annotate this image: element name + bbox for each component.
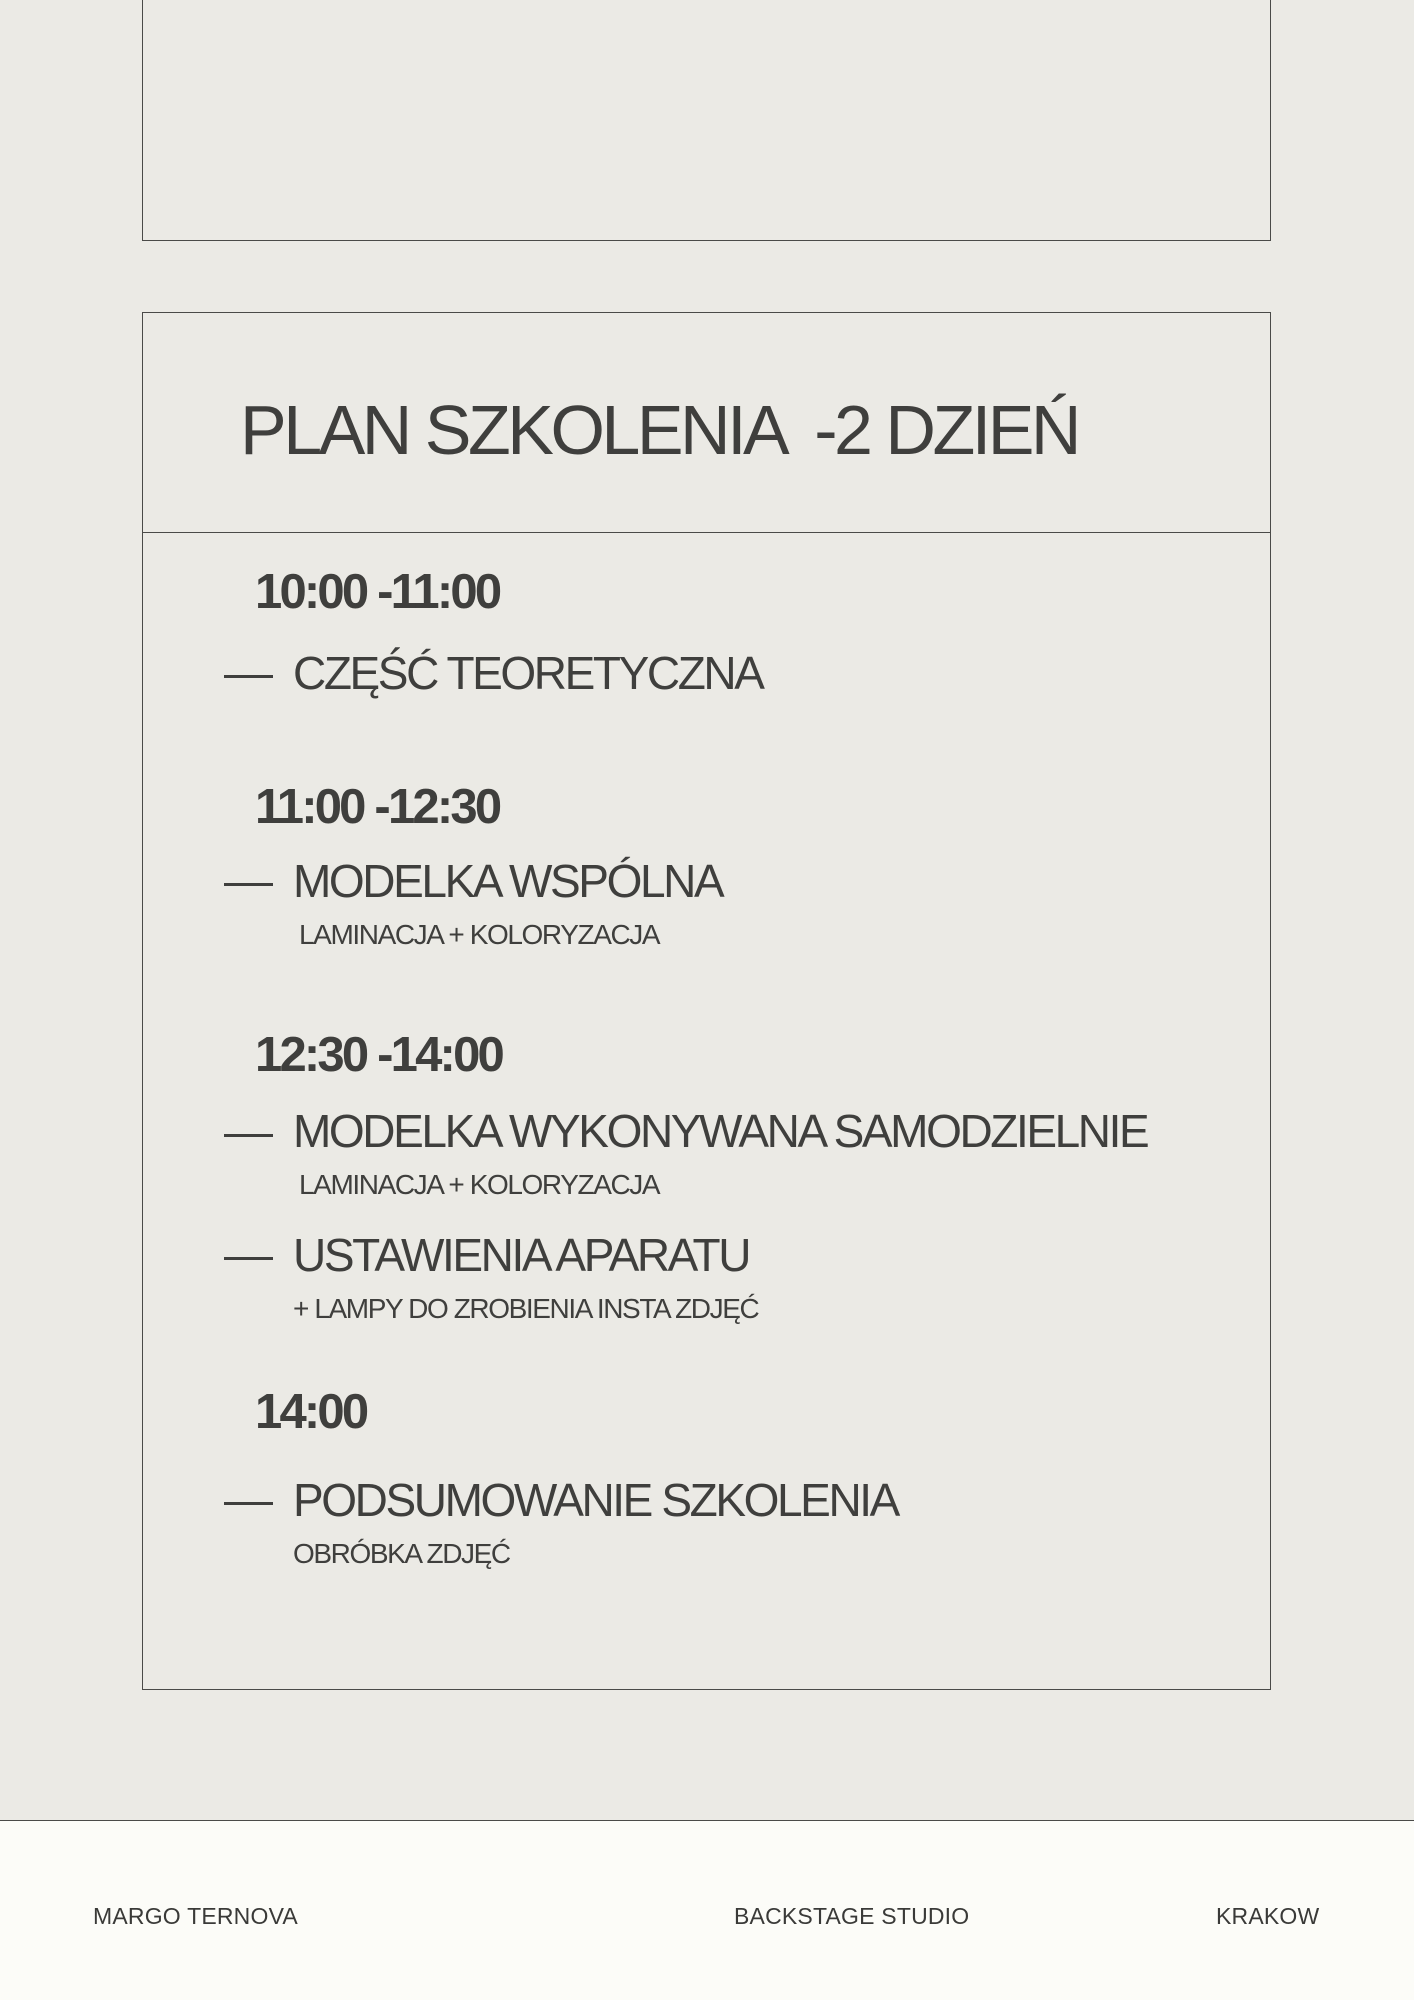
dash-icon [224,1257,273,1260]
schedule-card [142,312,1271,1690]
footer-city: KRAKOW [1216,1903,1320,1929]
schedule-item-sub: OBRÓBKA ZDJĘĆ [293,1538,510,1569]
top-frame [142,0,1271,241]
time-slot-1: 10:00 -11:00 [255,565,500,619]
schedule-item-label: USTAWIENIA APARATU [293,1229,750,1281]
schedule-item-label: MODELKA WYKONYWANA SAMODZIELNIE [293,1105,1148,1157]
schedule-item-sub: LAMINACJA + KOLORYZACJA [299,919,660,950]
dash-icon [224,675,273,678]
footer-studio: BACKSTAGE STUDIO [734,1903,970,1929]
dash-icon [224,1502,273,1505]
schedule-item-label: CZĘŚĆ TEORETYCZNA [293,647,763,699]
schedule-item-sub: + LAMPY DO ZROBIENIA INSTA ZDJĘĆ [293,1293,759,1324]
schedule-item-sub: LAMINACJA + KOLORYZACJA [299,1169,660,1200]
time-slot-3: 12:30 -14:00 [255,1028,502,1082]
time-slot-4: 14:00 [255,1385,367,1439]
dash-icon [224,1134,273,1137]
schedule-item-label: MODELKA WSPÓLNA [293,855,723,907]
time-slot-2: 11:00 -12:30 [255,780,500,834]
footer [0,1820,1414,2000]
dash-icon [224,883,273,886]
schedule-item-label: PODSUMOWANIE SZKOLENIA [293,1474,898,1526]
page-title: PLAN SZKOLENIA -2 DZIEŃ [240,391,1078,469]
footer-author: MARGO TERNOVA [93,1903,298,1929]
title-section [143,313,1270,533]
